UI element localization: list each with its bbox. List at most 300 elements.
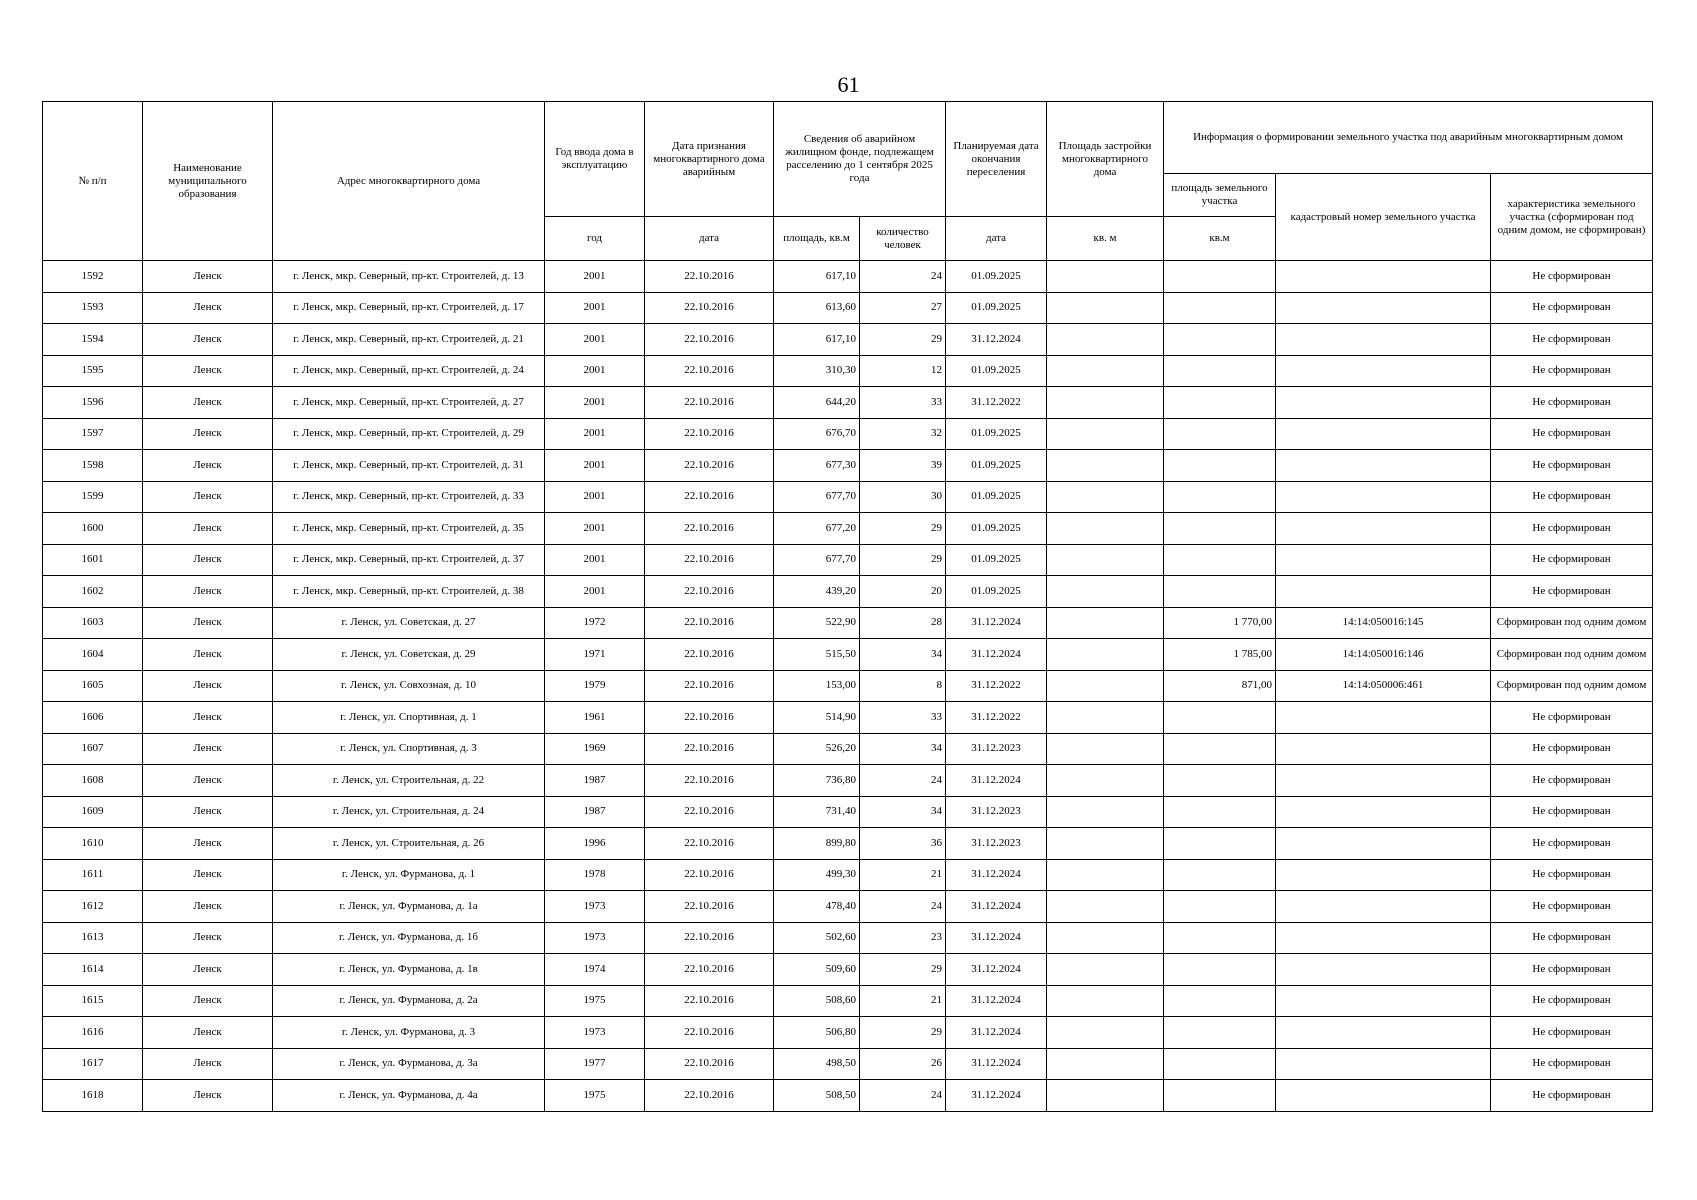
municipality-cell: Ленск <box>143 576 273 608</box>
municipality-cell: Ленск <box>143 418 273 450</box>
area-cell: 617,10 <box>774 324 860 356</box>
land-characteristic-cell: Не сформирован <box>1491 513 1653 545</box>
address-cell: г. Ленск, мкр. Северный, пр-кт. Строителей, д. 17 <box>273 292 545 324</box>
municipality-cell: Ленск <box>143 1017 273 1049</box>
header-planned-date: Планируемая дата окончания переселения <box>946 102 1047 217</box>
building-area-cell <box>1047 702 1164 734</box>
municipality-cell: Ленск <box>143 607 273 639</box>
date-recognized-cell: 22.10.2016 <box>645 607 774 639</box>
land-characteristic-cell: Не сформирован <box>1491 954 1653 986</box>
header-land-area: площадь земельного участка <box>1164 174 1276 217</box>
building-area-cell <box>1047 450 1164 482</box>
municipality-cell: Ленск <box>143 891 273 923</box>
municipality-cell: Ленск <box>143 639 273 671</box>
row-number: 1610 <box>43 828 143 860</box>
row-number: 1613 <box>43 922 143 954</box>
land-characteristic-cell: Не сформирован <box>1491 922 1653 954</box>
municipality-cell: Ленск <box>143 355 273 387</box>
header-building-area: Площадь застройки многоквартирного дома <box>1047 102 1164 217</box>
area-cell: 502,60 <box>774 922 860 954</box>
address-cell: г. Ленск, ул. Спортивная, д. 1 <box>273 702 545 734</box>
people-count-cell: 8 <box>860 670 946 702</box>
municipality-cell: Ленск <box>143 324 273 356</box>
building-area-cell <box>1047 891 1164 923</box>
land-characteristic-cell: Не сформирован <box>1491 576 1653 608</box>
building-area-cell <box>1047 765 1164 797</box>
municipality-cell: Ленск <box>143 796 273 828</box>
date-recognized-cell: 22.10.2016 <box>645 1017 774 1049</box>
cadastral-number-cell <box>1276 292 1491 324</box>
address-cell: г. Ленск, ул. Фурманова, д. 1а <box>273 891 545 923</box>
land-area-cell <box>1164 1080 1276 1112</box>
address-cell: г. Ленск, ул. Фурманова, д. 2а <box>273 985 545 1017</box>
address-cell: г. Ленск, мкр. Северный, пр-кт. Строителей, д. 37 <box>273 544 545 576</box>
address-cell: г. Ленск, ул. Спортивная, д. 3 <box>273 733 545 765</box>
year-cell: 1973 <box>545 891 645 923</box>
building-area-cell <box>1047 670 1164 702</box>
planned-date-cell: 01.09.2025 <box>946 450 1047 482</box>
cadastral-number-cell <box>1276 1048 1491 1080</box>
building-area-cell <box>1047 985 1164 1017</box>
land-characteristic-cell: Не сформирован <box>1491 292 1653 324</box>
row-number: 1598 <box>43 450 143 482</box>
people-count-cell: 29 <box>860 544 946 576</box>
year-cell: 2001 <box>545 450 645 482</box>
address-cell: г. Ленск, ул. Фурманова, д. 1 <box>273 859 545 891</box>
planned-date-cell: 01.09.2025 <box>946 481 1047 513</box>
people-count-cell: 24 <box>860 1080 946 1112</box>
land-area-cell <box>1164 450 1276 482</box>
cadastral-number-cell <box>1276 1080 1491 1112</box>
area-cell: 526,20 <box>774 733 860 765</box>
municipality-cell: Ленск <box>143 450 273 482</box>
cadastral-number-cell <box>1276 418 1491 450</box>
table-row <box>43 1017 1653 1049</box>
area-cell: 508,60 <box>774 985 860 1017</box>
year-cell: 1973 <box>545 922 645 954</box>
people-count-cell: 26 <box>860 1048 946 1080</box>
date-recognized-cell: 22.10.2016 <box>645 544 774 576</box>
building-area-cell <box>1047 859 1164 891</box>
people-count-cell: 28 <box>860 607 946 639</box>
row-number: 1614 <box>43 954 143 986</box>
date-recognized-cell: 22.10.2016 <box>645 355 774 387</box>
row-number: 1617 <box>43 1048 143 1080</box>
building-area-cell <box>1047 1017 1164 1049</box>
year-cell: 2001 <box>545 355 645 387</box>
table-header <box>43 102 1653 261</box>
table-row <box>43 670 1653 702</box>
planned-date-cell: 31.12.2022 <box>946 670 1047 702</box>
year-cell: 1972 <box>545 607 645 639</box>
row-number: 1618 <box>43 1080 143 1112</box>
date-recognized-cell: 22.10.2016 <box>645 513 774 545</box>
planned-date-cell: 31.12.2024 <box>946 985 1047 1017</box>
table-row <box>43 387 1653 419</box>
year-cell: 2001 <box>545 544 645 576</box>
cadastral-number-cell: 14:14:050016:145 <box>1276 607 1491 639</box>
area-cell: 676,70 <box>774 418 860 450</box>
table-row <box>43 418 1653 450</box>
building-area-cell <box>1047 481 1164 513</box>
planned-date-cell: 01.09.2025 <box>946 355 1047 387</box>
land-characteristic-cell: Не сформирован <box>1491 544 1653 576</box>
land-characteristic-cell: Не сформирован <box>1491 481 1653 513</box>
year-cell: 2001 <box>545 513 645 545</box>
area-cell: 613,60 <box>774 292 860 324</box>
people-count-cell: 24 <box>860 261 946 293</box>
area-cell: 508,50 <box>774 1080 860 1112</box>
row-number: 1606 <box>43 702 143 734</box>
cadastral-number-cell <box>1276 513 1491 545</box>
area-cell: 153,00 <box>774 670 860 702</box>
area-cell: 506,80 <box>774 1017 860 1049</box>
land-characteristic-cell: Сформирован под одним домом <box>1491 639 1653 671</box>
land-characteristic-cell: Не сформирован <box>1491 1080 1653 1112</box>
people-count-cell: 27 <box>860 292 946 324</box>
people-count-cell: 29 <box>860 324 946 356</box>
people-count-cell: 21 <box>860 859 946 891</box>
land-characteristic-cell: Не сформирован <box>1491 796 1653 828</box>
address-cell: г. Ленск, ул. Фурманова, д. 3а <box>273 1048 545 1080</box>
people-count-cell: 24 <box>860 765 946 797</box>
date-recognized-cell: 22.10.2016 <box>645 796 774 828</box>
address-cell: г. Ленск, мкр. Северный, пр-кт. Строителей, д. 21 <box>273 324 545 356</box>
land-area-cell <box>1164 765 1276 797</box>
building-area-cell <box>1047 324 1164 356</box>
building-area-cell <box>1047 292 1164 324</box>
date-recognized-cell: 22.10.2016 <box>645 418 774 450</box>
date-recognized-cell: 22.10.2016 <box>645 576 774 608</box>
address-cell: г. Ленск, мкр. Северный, пр-кт. Строителей, д. 33 <box>273 481 545 513</box>
planned-date-cell: 31.12.2024 <box>946 922 1047 954</box>
table-row <box>43 891 1653 923</box>
people-count-cell: 33 <box>860 702 946 734</box>
municipality-cell: Ленск <box>143 481 273 513</box>
area-cell: 677,70 <box>774 481 860 513</box>
land-characteristic-cell: Не сформирован <box>1491 261 1653 293</box>
year-cell: 2001 <box>545 261 645 293</box>
cadastral-number-cell <box>1276 954 1491 986</box>
header-date-recognized: Дата признания многоквартирного дома аварийным <box>645 102 774 217</box>
planned-date-cell: 31.12.2023 <box>946 796 1047 828</box>
year-cell: 1996 <box>545 828 645 860</box>
row-number: 1603 <box>43 607 143 639</box>
cadastral-number-cell <box>1276 324 1491 356</box>
date-recognized-cell: 22.10.2016 <box>645 733 774 765</box>
land-characteristic-cell: Сформирован под одним домом <box>1491 670 1653 702</box>
building-area-cell <box>1047 1048 1164 1080</box>
municipality-cell: Ленск <box>143 544 273 576</box>
planned-date-cell: 01.09.2025 <box>946 418 1047 450</box>
row-number: 1592 <box>43 261 143 293</box>
year-cell: 1975 <box>545 985 645 1017</box>
area-cell: 677,30 <box>774 450 860 482</box>
people-count-cell: 30 <box>860 481 946 513</box>
building-area-cell <box>1047 418 1164 450</box>
row-number: 1602 <box>43 576 143 608</box>
land-characteristic-cell: Не сформирован <box>1491 702 1653 734</box>
land-characteristic-cell: Не сформирован <box>1491 1017 1653 1049</box>
table-row <box>43 796 1653 828</box>
year-cell: 2001 <box>545 324 645 356</box>
address-cell: г. Ленск, ул. Строительная, д. 24 <box>273 796 545 828</box>
year-cell: 1978 <box>545 859 645 891</box>
land-area-cell <box>1164 985 1276 1017</box>
building-area-cell <box>1047 922 1164 954</box>
year-cell: 1961 <box>545 702 645 734</box>
land-area-cell <box>1164 324 1276 356</box>
date-recognized-cell: 22.10.2016 <box>645 261 774 293</box>
date-recognized-cell: 22.10.2016 <box>645 292 774 324</box>
land-area-cell <box>1164 513 1276 545</box>
row-number: 1616 <box>43 1017 143 1049</box>
header-num: № п/п <box>43 102 143 261</box>
address-cell: г. Ленск, мкр. Северный, пр-кт. Строителей, д. 38 <box>273 576 545 608</box>
area-cell: 899,80 <box>774 828 860 860</box>
date-recognized-cell: 22.10.2016 <box>645 639 774 671</box>
land-area-cell <box>1164 1017 1276 1049</box>
row-number: 1597 <box>43 418 143 450</box>
area-cell: 731,40 <box>774 796 860 828</box>
table-row <box>43 859 1653 891</box>
planned-date-cell: 31.12.2024 <box>946 954 1047 986</box>
building-area-cell <box>1047 1080 1164 1112</box>
date-recognized-cell: 22.10.2016 <box>645 922 774 954</box>
people-count-cell: 33 <box>860 387 946 419</box>
year-cell: 1974 <box>545 954 645 986</box>
municipality-cell: Ленск <box>143 1048 273 1080</box>
area-cell: 644,20 <box>774 387 860 419</box>
address-cell: г. Ленск, мкр. Северный, пр-кт. Строителей, д. 29 <box>273 418 545 450</box>
table-row <box>43 450 1653 482</box>
unit-building-area: кв. м <box>1047 217 1164 261</box>
address-cell: г. Ленск, ул. Фурманова, д. 1в <box>273 954 545 986</box>
planned-date-cell: 01.09.2025 <box>946 513 1047 545</box>
building-area-cell <box>1047 607 1164 639</box>
land-characteristic-cell: Не сформирован <box>1491 828 1653 860</box>
area-cell: 522,90 <box>774 607 860 639</box>
date-recognized-cell: 22.10.2016 <box>645 765 774 797</box>
table-row <box>43 607 1653 639</box>
address-cell: г. Ленск, ул. Строительная, д. 26 <box>273 828 545 860</box>
building-area-cell <box>1047 639 1164 671</box>
cadastral-number-cell <box>1276 922 1491 954</box>
year-cell: 1971 <box>545 639 645 671</box>
municipality-cell: Ленск <box>143 670 273 702</box>
table-row <box>43 828 1653 860</box>
land-area-cell <box>1164 891 1276 923</box>
cadastral-number-cell <box>1276 796 1491 828</box>
building-area-cell <box>1047 954 1164 986</box>
page-number: 61 <box>837 72 860 97</box>
municipality-cell: Ленск <box>143 828 273 860</box>
building-area-cell <box>1047 355 1164 387</box>
address-cell: г. Ленск, мкр. Северный, пр-кт. Строителей, д. 24 <box>273 355 545 387</box>
row-number: 1605 <box>43 670 143 702</box>
date-recognized-cell: 22.10.2016 <box>645 670 774 702</box>
land-characteristic-cell: Не сформирован <box>1491 418 1653 450</box>
land-area-cell <box>1164 954 1276 986</box>
people-count-cell: 34 <box>860 639 946 671</box>
row-number: 1608 <box>43 765 143 797</box>
land-area-cell: 871,00 <box>1164 670 1276 702</box>
date-recognized-cell: 22.10.2016 <box>645 1080 774 1112</box>
building-area-cell <box>1047 828 1164 860</box>
planned-date-cell: 01.09.2025 <box>946 576 1047 608</box>
table-row <box>43 544 1653 576</box>
area-cell: 736,80 <box>774 765 860 797</box>
cadastral-number-cell <box>1276 859 1491 891</box>
planned-date-cell: 31.12.2022 <box>946 702 1047 734</box>
land-area-cell <box>1164 828 1276 860</box>
land-characteristic-cell: Не сформирован <box>1491 387 1653 419</box>
people-count-cell: 20 <box>860 576 946 608</box>
planned-date-cell: 01.09.2025 <box>946 292 1047 324</box>
cadastral-number-cell <box>1276 261 1491 293</box>
municipality-cell: Ленск <box>143 922 273 954</box>
cadastral-number-cell <box>1276 765 1491 797</box>
unit-people: количество человек <box>860 217 946 261</box>
year-cell: 2001 <box>545 292 645 324</box>
land-area-cell <box>1164 796 1276 828</box>
planned-date-cell: 31.12.2024 <box>946 891 1047 923</box>
address-cell: г. Ленск, ул. Строительная, д. 22 <box>273 765 545 797</box>
area-cell: 499,30 <box>774 859 860 891</box>
row-number: 1600 <box>43 513 143 545</box>
date-recognized-cell: 22.10.2016 <box>645 702 774 734</box>
cadastral-number-cell <box>1276 828 1491 860</box>
table-row <box>43 1080 1653 1112</box>
address-cell: г. Ленск, мкр. Северный, пр-кт. Строителей, д. 31 <box>273 450 545 482</box>
cadastral-number-cell <box>1276 702 1491 734</box>
year-cell: 1987 <box>545 765 645 797</box>
date-recognized-cell: 22.10.2016 <box>645 954 774 986</box>
people-count-cell: 39 <box>860 450 946 482</box>
planned-date-cell: 31.12.2024 <box>946 1017 1047 1049</box>
cadastral-number-cell <box>1276 733 1491 765</box>
planned-date-cell: 31.12.2023 <box>946 828 1047 860</box>
table-row <box>43 576 1653 608</box>
cadastral-number-cell <box>1276 576 1491 608</box>
area-cell: 514,90 <box>774 702 860 734</box>
row-number: 1599 <box>43 481 143 513</box>
date-recognized-cell: 22.10.2016 <box>645 450 774 482</box>
table-row <box>43 765 1653 797</box>
cadastral-number-cell <box>1276 355 1491 387</box>
year-cell: 1969 <box>545 733 645 765</box>
municipality-cell: Ленск <box>143 387 273 419</box>
area-cell: 509,60 <box>774 954 860 986</box>
building-area-cell <box>1047 733 1164 765</box>
municipality-cell: Ленск <box>143 1080 273 1112</box>
building-area-cell <box>1047 544 1164 576</box>
unit-date: дата <box>645 217 774 261</box>
municipality-cell: Ленск <box>143 733 273 765</box>
people-count-cell: 24 <box>860 891 946 923</box>
planned-date-cell: 31.12.2024 <box>946 1080 1047 1112</box>
date-recognized-cell: 22.10.2016 <box>645 985 774 1017</box>
address-cell: г. Ленск, мкр. Северный, пр-кт. Строителей, д. 35 <box>273 513 545 545</box>
year-cell: 2001 <box>545 387 645 419</box>
unit-land-area: кв.м <box>1164 217 1276 261</box>
area-cell: 439,20 <box>774 576 860 608</box>
land-area-cell <box>1164 702 1276 734</box>
table-row <box>43 324 1653 356</box>
year-cell: 1977 <box>545 1048 645 1080</box>
building-area-cell <box>1047 576 1164 608</box>
date-recognized-cell: 22.10.2016 <box>645 387 774 419</box>
cadastral-number-cell <box>1276 481 1491 513</box>
area-cell: 498,50 <box>774 1048 860 1080</box>
emergency-housing-table <box>42 101 1653 1112</box>
year-cell: 2001 <box>545 418 645 450</box>
address-cell: г. Ленск, ул. Фурманова, д. 4а <box>273 1080 545 1112</box>
land-area-cell <box>1164 261 1276 293</box>
row-number: 1615 <box>43 985 143 1017</box>
planned-date-cell: 01.09.2025 <box>946 544 1047 576</box>
land-area-cell <box>1164 292 1276 324</box>
date-recognized-cell: 22.10.2016 <box>645 859 774 891</box>
table-row <box>43 355 1653 387</box>
area-cell: 515,50 <box>774 639 860 671</box>
address-cell: г. Ленск, мкр. Северный, пр-кт. Строителей, д. 13 <box>273 261 545 293</box>
land-area-cell: 1 770,00 <box>1164 607 1276 639</box>
row-number: 1601 <box>43 544 143 576</box>
people-count-cell: 12 <box>860 355 946 387</box>
land-characteristic-cell: Не сформирован <box>1491 733 1653 765</box>
people-count-cell: 34 <box>860 796 946 828</box>
address-cell: г. Ленск, мкр. Северный, пр-кт. Строителей, д. 27 <box>273 387 545 419</box>
people-count-cell: 36 <box>860 828 946 860</box>
table-row <box>43 639 1653 671</box>
planned-date-cell: 31.12.2024 <box>946 639 1047 671</box>
land-area-cell <box>1164 733 1276 765</box>
header-land-info: Информация о формировании земельного участка под аварийным многоквартирным домом <box>1164 102 1653 174</box>
date-recognized-cell: 22.10.2016 <box>645 891 774 923</box>
header-address: Адрес многоквартирного дома <box>273 102 545 261</box>
land-area-cell <box>1164 387 1276 419</box>
cadastral-number-cell: 14:14:050006:461 <box>1276 670 1491 702</box>
planned-date-cell: 01.09.2025 <box>946 261 1047 293</box>
row-number: 1595 <box>43 355 143 387</box>
unit-area: площадь, кв.м <box>774 217 860 261</box>
land-characteristic-cell: Не сформирован <box>1491 765 1653 797</box>
year-cell: 2001 <box>545 481 645 513</box>
building-area-cell <box>1047 513 1164 545</box>
building-area-cell <box>1047 387 1164 419</box>
table-row <box>43 985 1653 1017</box>
table-row <box>43 261 1653 293</box>
year-cell: 1987 <box>545 796 645 828</box>
header-municipality: Наименование муниципального образования <box>143 102 273 261</box>
row-number: 1596 <box>43 387 143 419</box>
planned-date-cell: 31.12.2022 <box>946 387 1047 419</box>
people-count-cell: 21 <box>860 985 946 1017</box>
municipality-cell: Ленск <box>143 513 273 545</box>
row-number: 1594 <box>43 324 143 356</box>
municipality-cell: Ленск <box>143 765 273 797</box>
cadastral-number-cell <box>1276 985 1491 1017</box>
municipality-cell: Ленск <box>143 261 273 293</box>
table-row <box>43 1048 1653 1080</box>
address-cell: г. Ленск, ул. Советская, д. 29 <box>273 639 545 671</box>
address-cell: г. Ленск, ул. Совхозная, д. 10 <box>273 670 545 702</box>
planned-date-cell: 31.12.2024 <box>946 324 1047 356</box>
municipality-cell: Ленск <box>143 954 273 986</box>
people-count-cell: 29 <box>860 513 946 545</box>
header-cadastral: кадастровый номер земельного участка <box>1276 174 1491 261</box>
